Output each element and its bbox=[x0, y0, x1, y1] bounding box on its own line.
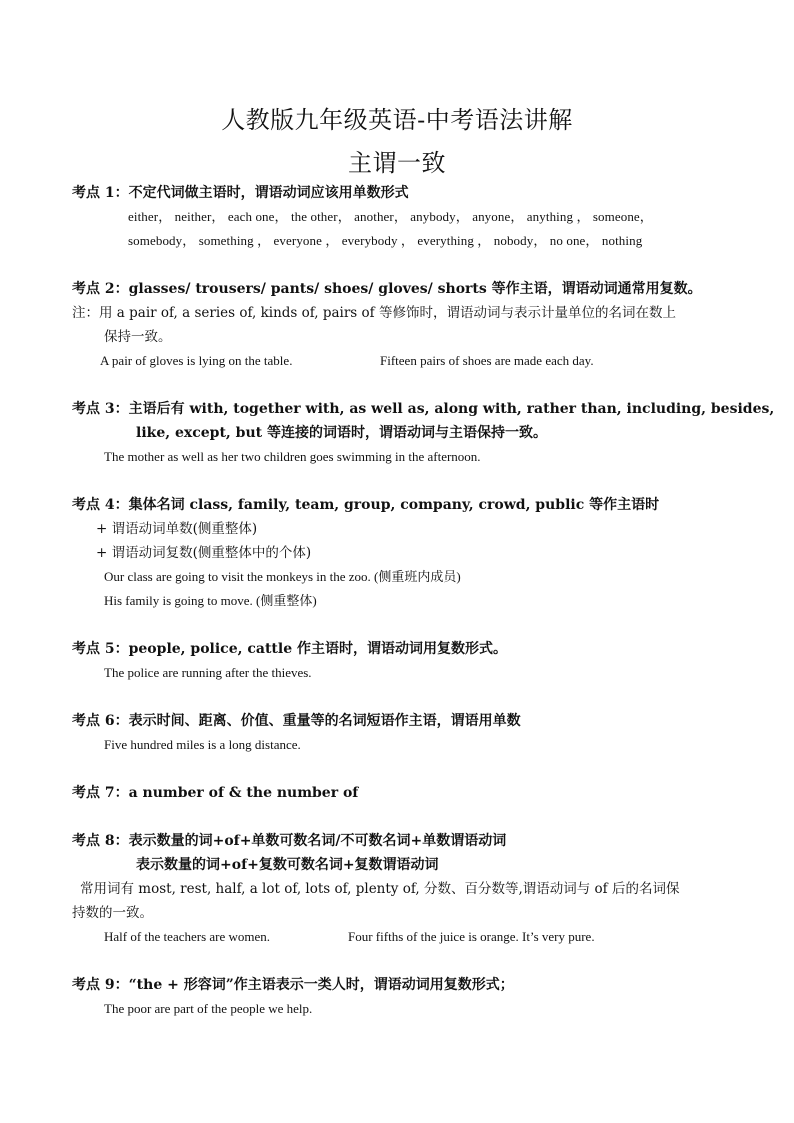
point-4-example-2: His family is going to move. (侧重整体) bbox=[104, 593, 317, 608]
point-1-heading: 考点 1：不定代词做主语时，谓语动词应该用单数形式 bbox=[72, 185, 409, 201]
point-3-heading-line-1: 考点 3：主语后有 with, together with, as well as, along with, rather than, including, besides, bbox=[72, 401, 775, 417]
point-7-heading: 考点 7：a number of & the number of bbox=[72, 785, 359, 801]
point-8-example-1: Half of the teachers are women. bbox=[104, 929, 271, 944]
point-4-rule-singular: + 谓语动词单数(侧重整体) bbox=[96, 521, 258, 537]
point-3-heading-line-2: like, except, but 等连接的词语时，谓语动词与主语保持一致。 bbox=[136, 425, 547, 441]
point-6-example: Five hundred miles is a long distance. bbox=[104, 737, 301, 752]
point-3-example: The mother as well as her two children goes swimming in the afternoon. bbox=[104, 449, 481, 464]
point-2-note-line-2: 保持一致。 bbox=[104, 329, 172, 345]
point-4-rule-plural: + 谓语动词复数(侧重整体中的个体) bbox=[96, 545, 312, 561]
point-6-heading: 考点 6：表示时间、距离、价值、重量等的名词短语作主语，谓语用单数 bbox=[72, 713, 521, 729]
point-9-heading: 考点 9：“the + 形容词”作主语表示一类人时，谓语动词用复数形式； bbox=[72, 977, 514, 993]
point-4-example-1: Our class are going to visit the monkeys in the zoo. (侧重班内成员) bbox=[104, 569, 461, 584]
point-5-example: The police are running after the thieves. bbox=[104, 665, 312, 680]
point-1-words-line-2: somebody， something ， everyone ， everybody ， everything ， nobody， no one， nothing bbox=[128, 233, 643, 248]
point-9-example: The poor are part of the people we help. bbox=[104, 1001, 313, 1016]
document-subtitle: 主谓一致 bbox=[348, 149, 446, 177]
point-5-heading: 考点 5：people, police, cattle 作主语时，谓语动词用复数形式。 bbox=[72, 641, 507, 657]
point-8-example-2: Four fifths of the juice is orange. It’s very pure. bbox=[348, 929, 595, 944]
point-8-heading-line-2: 表示数量的词+of+复数可数名词+复数谓语动词 bbox=[136, 857, 439, 873]
point-8-text-line-2: 持数的一致。 bbox=[72, 905, 153, 921]
point-8-heading-line-1: 考点 8：表示数量的词+of+单数可数名词/不可数名词+单数谓语动词 bbox=[72, 833, 507, 849]
document-title: 人教版九年级英语-中考语法讲解 bbox=[221, 106, 573, 134]
point-8-text-line-1: 常用词有 most, rest, half, a lot of, lots of, plenty of, 分数、百分数等,谓语动词与 of 后的名词保 bbox=[80, 881, 680, 897]
point-1-words-line-1: either， neither， each one， the other， another， anybody， anyone， anything ， someone， bbox=[128, 209, 653, 224]
point-2-heading: 考点 2：glasses/ trousers/ pants/ shoes/ gloves/ shorts 等作主语，谓语动词通常用复数。 bbox=[72, 281, 702, 297]
point-4-heading: 考点 4：集体名词 class, family, team, group, company, crowd, public 等作主语时 bbox=[72, 497, 660, 513]
point-2-note-line-1: 注：用 a pair of, a series of, kinds of, pairs of 等修饰时，谓语动词与表示计量单位的名词在数上 bbox=[72, 305, 676, 321]
point-2-example-2: Fifteen pairs of shoes are made each day. bbox=[380, 353, 594, 368]
point-2-example-1: A pair of gloves is lying on the table. bbox=[100, 353, 293, 368]
